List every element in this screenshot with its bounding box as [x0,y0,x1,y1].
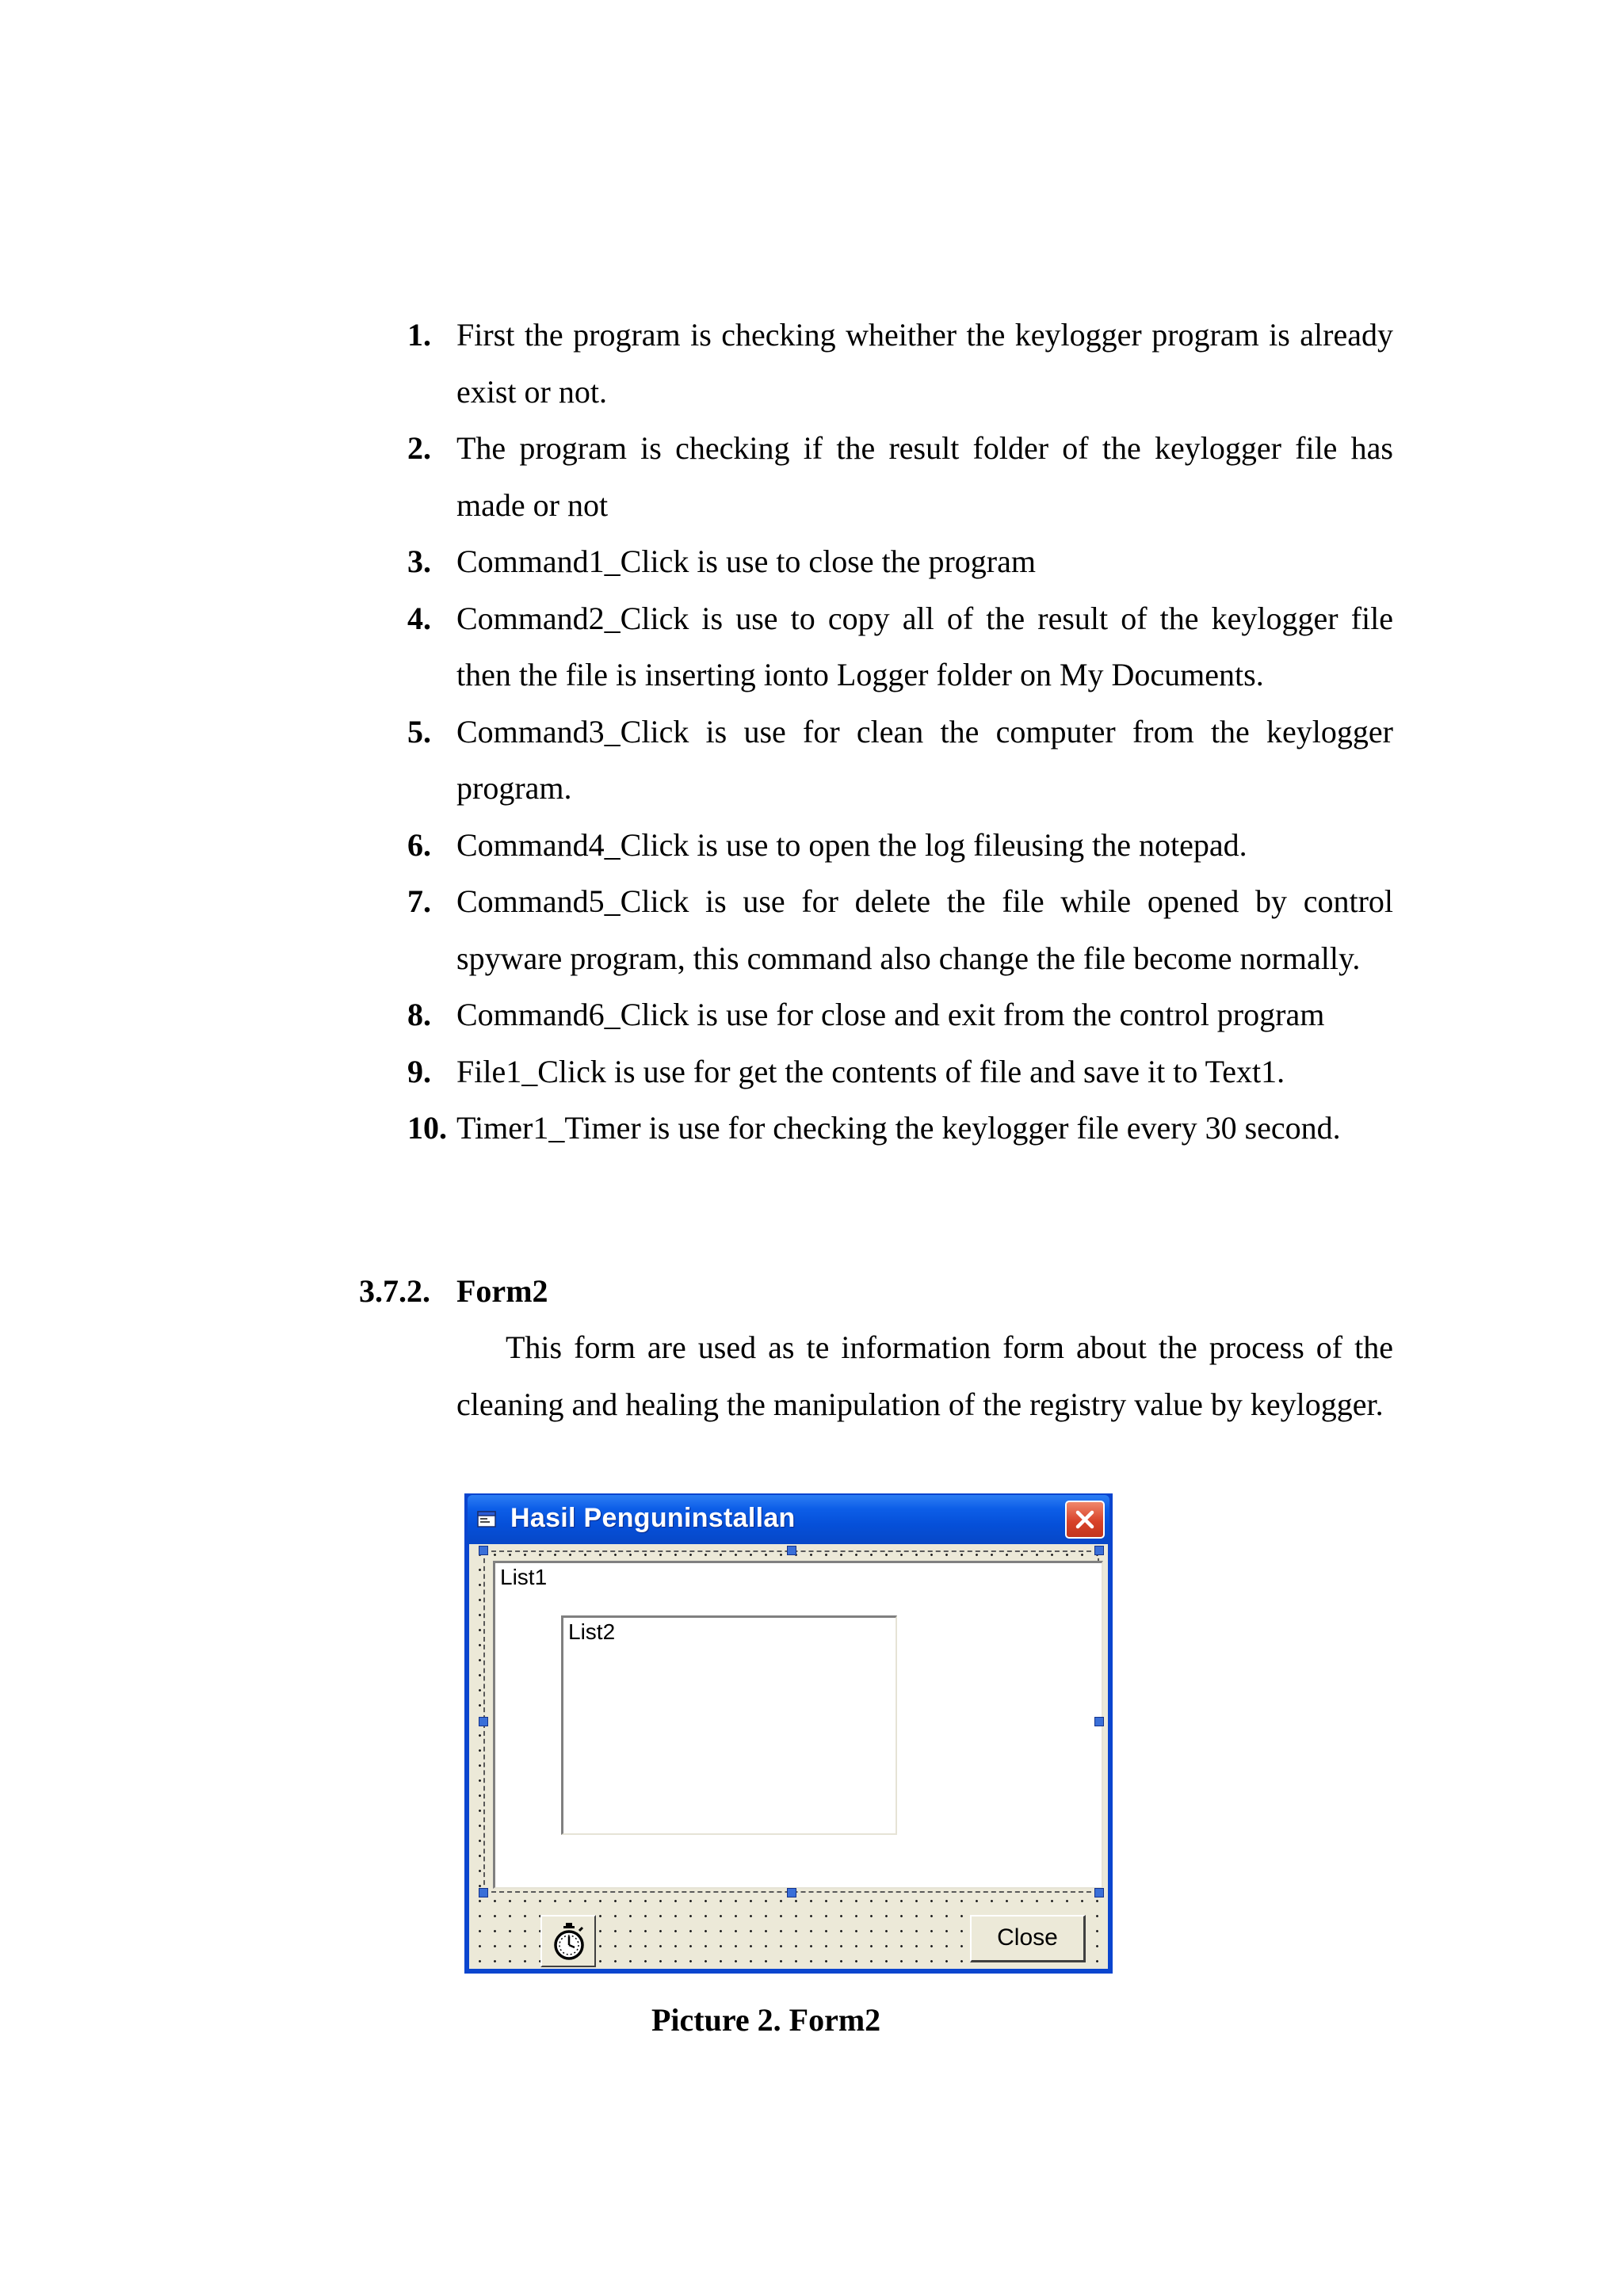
list-item [404,817,1393,874]
list-item [404,1100,1393,1157]
window-close-button[interactable] [1065,1501,1105,1539]
form-design-surface [469,1544,1108,1969]
list-item-text: Command4_Click is use to open the log fileusing the notepad. [456,826,1247,863]
list-item-number: 5. [407,713,431,749]
list-item [404,704,1393,817]
section-title: Form2 [456,1273,548,1309]
list-item-text: Command2_Click is use to copy all of the result of the keylogger file then the file is inserting ionto Logger folder on My Documents. [456,600,1393,692]
window-title-bar [468,1495,1109,1544]
section-number: 3.7.2. [359,1273,430,1309]
figure-caption: Picture 2. Form2 [651,2002,881,2038]
list2-listbox[interactable] [561,1615,897,1835]
list-item-number: 10. [407,1110,447,1146]
list-item-text: First the program is checking wheither the keylogger program is already exist or not. [456,317,1393,410]
timer-control[interactable] [540,1915,596,1967]
list-item-number: 2. [407,430,431,466]
form2-window-figure [464,1493,1113,1974]
selection-handle[interactable] [479,1546,488,1555]
list-item-number: 3. [407,543,431,579]
list-item-text: Command3_Click is use for clean the computer from the keylogger program. [456,713,1393,806]
selection-handle[interactable] [1094,1717,1104,1726]
list-item-number: 7. [407,883,431,919]
section-heading [359,1263,548,1320]
list-item [404,986,1393,1043]
list-item [404,307,1393,420]
list-item [404,533,1393,590]
list-item-text: The program is checking if the result folder of the keylogger file has made or not [456,430,1393,523]
selection-handle[interactable] [787,1546,796,1555]
list-item-number: 9. [407,1053,431,1089]
list-item-number: 6. [407,826,431,863]
numbered-list [404,307,1393,1157]
list-item [404,420,1393,533]
selection-handle[interactable] [787,1888,796,1897]
list-item-text: Timer1_Timer is use for checking the keylogger file every 30 second. [456,1110,1341,1146]
selection-handle[interactable] [479,1888,488,1897]
stopwatch-icon [552,1921,586,1962]
close-x-icon [1074,1508,1096,1531]
list-item-text: Command1_Click is use to close the program [456,543,1036,579]
section-paragraph: This form are used as te information form about the process of the cleaning and healing the manipulation of the registry value by keylogger. [456,1329,1393,1422]
selection-handle[interactable] [479,1717,488,1726]
list-item-number: 4. [407,600,431,636]
list-item-text: Command6_Click is use for close and exit from the control program [456,997,1325,1032]
list-item-text: Command5_Click is use for delete the file while opened by control spyware program, this command also change the file become normally. [456,883,1393,976]
list-item [404,590,1393,704]
window-title: Hasil Penguninstallan [510,1503,796,1533]
selection-handle[interactable] [1094,1888,1104,1897]
list-item-number: 1. [407,317,431,353]
list-item [404,1043,1393,1100]
form-window-icon [477,1509,498,1528]
close-button[interactable]: Close [970,1915,1086,1962]
selection-handle[interactable] [1094,1546,1104,1555]
list-item [404,873,1393,986]
list2-label: List2 [568,1619,616,1644]
list-item-text: File1_Click is use for get the contents of file and save it to Text1. [456,1053,1285,1089]
list-item-number: 8. [407,997,431,1032]
list1-label: List1 [500,1565,548,1589]
